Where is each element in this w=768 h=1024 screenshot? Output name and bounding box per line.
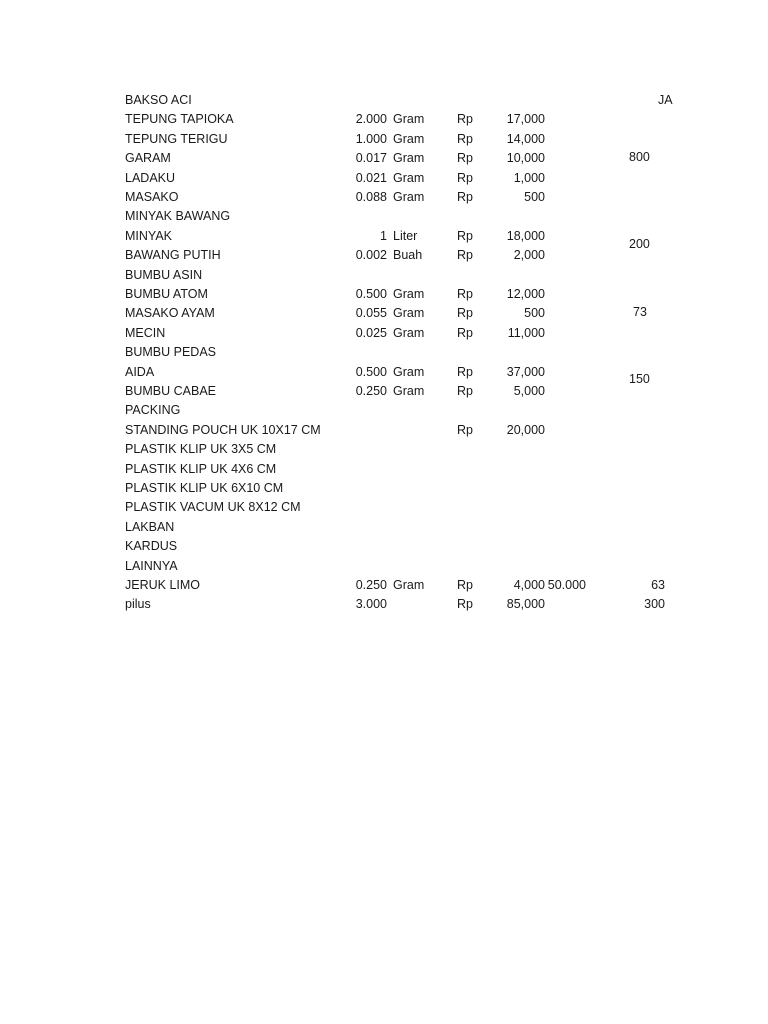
item-end-value: 63 xyxy=(651,578,665,592)
item-name: BAWANG PUTIH xyxy=(125,248,221,262)
currency-label: Rp xyxy=(457,229,473,243)
currency-label: Rp xyxy=(457,423,473,437)
item-name: GARAM xyxy=(125,151,171,165)
item-unit: Gram xyxy=(393,326,425,340)
side-value: 150 xyxy=(629,372,650,386)
currency-label: Rp xyxy=(457,578,473,592)
currency-label: Rp xyxy=(457,151,473,165)
item-quantity: 1 xyxy=(380,229,387,243)
side-value: 73 xyxy=(633,305,647,319)
item-price: 17,000 xyxy=(506,112,545,126)
item-name: BUMBU CABAE xyxy=(125,384,216,398)
item-quantity: 0.017 xyxy=(355,151,387,165)
item-quantity: 0.021 xyxy=(355,171,387,185)
item-name: KARDUS xyxy=(125,539,178,553)
item-unit: Gram xyxy=(393,365,425,379)
item-name: MECIN xyxy=(125,326,166,340)
item-quantity: 2.000 xyxy=(355,112,387,126)
item-unit: Gram xyxy=(393,171,425,185)
item-extra-value: 50.000 xyxy=(547,578,586,592)
item-name: MASAKO xyxy=(125,190,179,204)
item-price: 2,000 xyxy=(513,248,545,262)
item-name: TEPUNG TAPIOKA xyxy=(125,112,234,126)
item-end-value: 300 xyxy=(644,597,665,611)
item-name: PLASTIK KLIP UK 4X6 CM xyxy=(125,462,277,476)
item-price: 10,000 xyxy=(506,151,545,165)
item-unit: Gram xyxy=(393,151,425,165)
item-quantity: 0.055 xyxy=(355,306,387,320)
item-name: MINYAK BAWANG xyxy=(125,209,231,223)
item-unit: Liter xyxy=(393,229,418,243)
currency-label: Rp xyxy=(457,306,473,320)
item-unit: Gram xyxy=(393,578,425,592)
currency-label: Rp xyxy=(457,171,473,185)
item-price: 85,000 xyxy=(506,597,545,611)
item-price: 37,000 xyxy=(506,365,545,379)
item-name: LAINNYA xyxy=(125,559,178,573)
item-quantity: 1.000 xyxy=(355,132,387,146)
item-quantity: 0.088 xyxy=(355,190,387,204)
currency-label: Rp xyxy=(457,248,473,262)
item-name: LAKBAN xyxy=(125,520,175,534)
item-name: LADAKU xyxy=(125,171,176,185)
currency-label: Rp xyxy=(457,132,473,146)
item-name: JERUK LIMO xyxy=(125,578,201,592)
item-price: 11,000 xyxy=(507,326,545,340)
item-name: BUMBU ATOM xyxy=(125,287,208,301)
currency-label: Rp xyxy=(457,365,473,379)
item-quantity: 3.000 xyxy=(355,597,387,611)
currency-label: Rp xyxy=(457,384,473,398)
item-name: MASAKO AYAM xyxy=(125,306,215,320)
item-name: TEPUNG TERIGU xyxy=(125,132,228,146)
item-name: PLASTIK VACUM UK 8X12 CM xyxy=(125,500,301,514)
currency-label: Rp xyxy=(457,112,473,126)
item-name: MINYAK xyxy=(125,229,172,243)
item-price: 14,000 xyxy=(506,132,545,146)
item-quantity: 0.250 xyxy=(355,384,387,398)
item-unit: Buah xyxy=(393,248,423,262)
currency-label: Rp xyxy=(457,287,473,301)
currency-label: Rp xyxy=(457,190,473,204)
item-name: AIDA xyxy=(125,365,155,379)
item-quantity: 0.500 xyxy=(355,365,387,379)
currency-label: Rp xyxy=(457,597,473,611)
item-quantity: 0.500 xyxy=(355,287,387,301)
item-name: BUMBU ASIN xyxy=(125,268,203,282)
item-price: 500 xyxy=(524,306,545,320)
item-unit: Gram xyxy=(393,190,425,204)
item-unit: Gram xyxy=(393,306,425,320)
item-unit: Gram xyxy=(393,287,425,301)
item-quantity: 0.025 xyxy=(355,326,387,340)
side-value: 800 xyxy=(629,150,650,164)
item-unit: Gram xyxy=(393,112,425,126)
item-price: 5,000 xyxy=(513,384,545,398)
item-quantity: 0.250 xyxy=(355,578,387,592)
item-name: BUMBU PEDAS xyxy=(125,345,216,359)
item-quantity: 0.002 xyxy=(355,248,387,262)
side-value: 200 xyxy=(629,237,650,251)
item-price: 1,000 xyxy=(513,171,545,185)
item-name: pilus xyxy=(125,597,151,611)
item-price: 18,000 xyxy=(506,229,545,243)
item-price: 4,000 xyxy=(513,578,545,592)
item-name: PLASTIK KLIP UK 3X5 CM xyxy=(125,442,277,456)
item-unit: Gram xyxy=(393,384,425,398)
item-name: PLASTIK KLIP UK 6X10 CM xyxy=(125,481,284,495)
item-price: 500 xyxy=(524,190,545,204)
header-right-label: JA xyxy=(658,93,673,107)
item-name: BAKSO ACI xyxy=(125,93,192,107)
item-unit: Gram xyxy=(393,132,425,146)
item-name: STANDING POUCH UK 10X17 CM xyxy=(125,423,321,437)
item-price: 12,000 xyxy=(506,287,545,301)
item-price: 20,000 xyxy=(506,423,545,437)
item-name: PACKING xyxy=(125,403,181,417)
currency-label: Rp xyxy=(457,326,473,340)
